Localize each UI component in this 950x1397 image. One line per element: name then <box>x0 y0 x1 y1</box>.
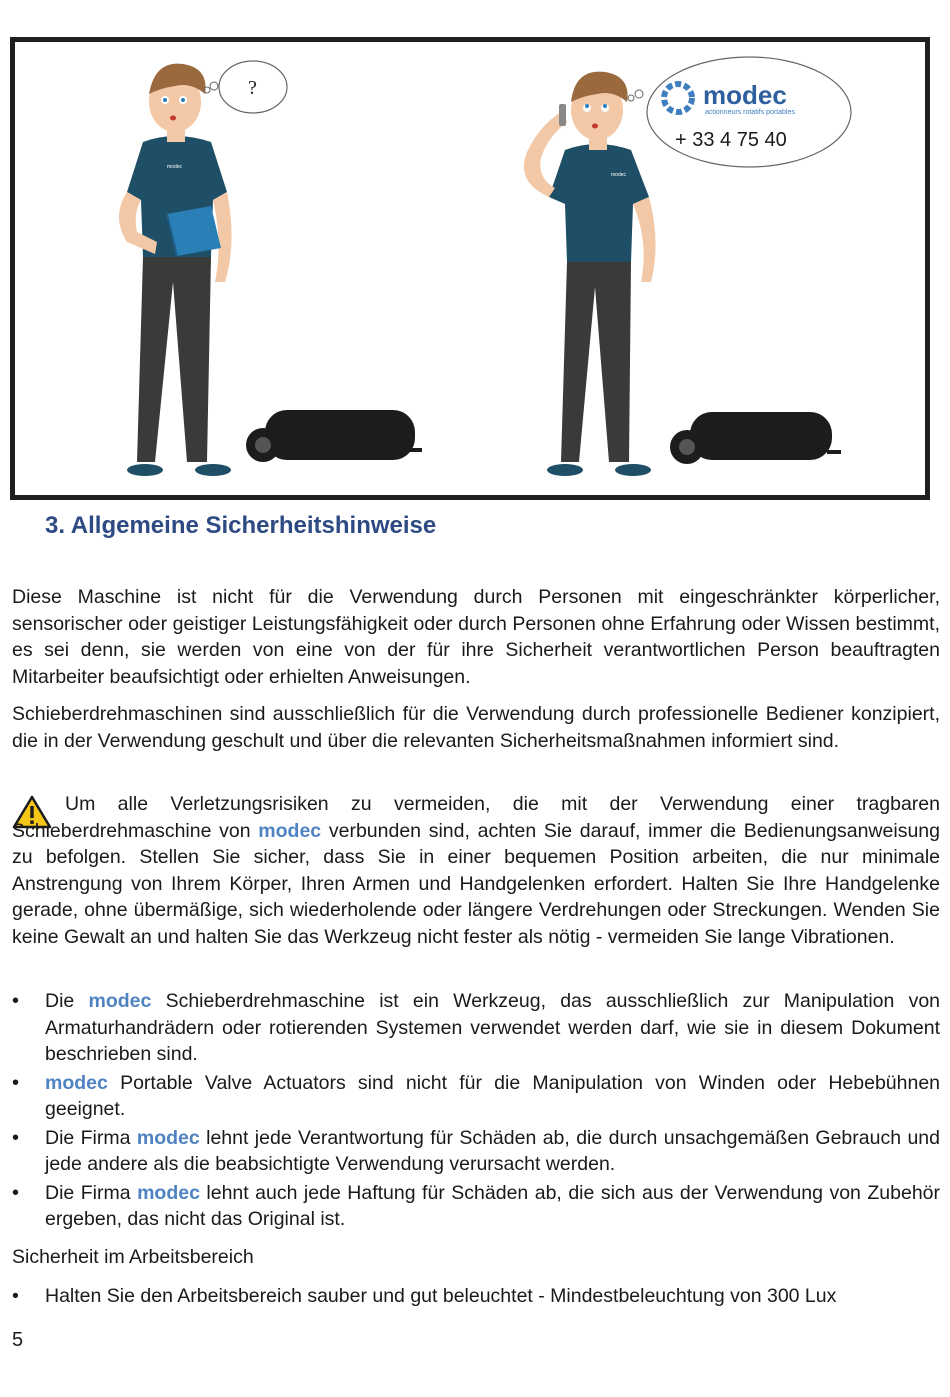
subheading-work-area: Sicherheit im Arbeitsbereich <box>12 1246 254 1268</box>
warning-text-1: Um alle Verletzungsrisiken zu vermeiden, die mit der Verwendung einer tragbaren Schieberdrehmaschine von <box>12 793 940 842</box>
logo-wordmark: modec <box>703 80 787 110</box>
list-item: • Halten Sie den Arbeitsbereich sauber und gut beleuchtet - Mindestbeleuchtung von 300 Lux <box>12 1283 940 1310</box>
list-item: • modec Portable Valve Actuators sind nicht für die Manipulation von Winden oder Hebebühnen geeignet. <box>12 1070 940 1123</box>
brand-name: modec <box>45 1071 108 1094</box>
usage-bullet-list <box>12 988 940 1235</box>
warning-paragraph <box>12 791 940 950</box>
paragraph-intended-users: Diese Maschine ist nicht für die Verwendung durch Personen mit eingeschränkter körperlicher, sensorischer oder geistiger Leistungsfähigkeit oder durch Personen ohne Erfahrung oder Wissen bestimmt, es sei denn, sie werden von eine von der für ihre Sicherheit verantwortlichen Person beauftragten Mitarbeiter beaufsichtigt oder erhielten Anweisungen. <box>12 586 940 688</box>
valve-actuator-machine <box>246 410 422 462</box>
logo-tagline: actionneurs rotatifs portables <box>705 109 795 116</box>
brand-name: modec <box>88 990 152 1012</box>
brand-name: modec <box>258 819 322 842</box>
illustration <box>15 42 925 495</box>
list-item: • Die modec Schieberdrehmaschine ist ein Werkzeug, das ausschließlich zur Manipulation von Armaturhandrädern oder rotierenden Systemen verwendet werden darf, wie sie in diesem Dokument beschrieben sind. <box>12 988 940 1068</box>
paragraph-professional-use: Schieberdrehmaschinen sind ausschließlich für die Verwendung durch professionelle Bediener konzipiert, die in der Verwendung geschult und über die relevanten Sicherheitsmaßnahmen informiert sind. <box>12 703 940 752</box>
phone-number: + 33 4 75 40 <box>675 129 787 151</box>
page-number: 5 <box>12 1329 24 1351</box>
person-reading-manual <box>119 64 232 476</box>
work-area-bullet-list <box>12 1283 940 1310</box>
valve-actuator-machine-right <box>670 412 841 464</box>
list-item: • Die Firma modec lehnt auch jede Haftung für Schäden ab, die sich aus der Verwendung von Zubehör ergeben, das nicht das Original ist. <box>12 1180 940 1233</box>
brand-name: modec <box>137 1181 200 1204</box>
person-on-phone <box>524 72 656 476</box>
illustration-frame <box>10 37 930 500</box>
thought-bubble-question <box>204 61 287 113</box>
thought-bubble-contact <box>628 57 851 167</box>
section-heading: 3. Allgemeine Sicherheitshinweise <box>45 512 437 539</box>
brand-name: modec <box>136 1126 200 1149</box>
list-item: • Die Firma modec lehnt jede Verantwortung für Schäden ab, die durch unsachgemäßen Gebrauch und jede andere als die beabsichtigte Verwendung verursacht werden. <box>12 1125 940 1178</box>
question-mark: ? <box>248 77 257 99</box>
shirt-logo-right: modec <box>611 172 627 178</box>
shirt-logo: modec <box>167 164 183 170</box>
warning-text-2: verbunden sind, achten Sie darauf, immer die Bedienungsanweisung zu befolgen. Stellen Sie sicher, dass Sie in einer bequemen Position arbeiten, die nur minimale Anstrengung von Ihrem Körper, Ihren Armen und Handgelenken erfordert. Halten Sie Ihre Handgelenke gerade, ohne übermäßige, sich wiederholende oder längere Verdrehungen oder Streckungen. Wenden Sie keine Gewalt an und halten Sie das Werkzeug nicht fester als nötig - vermeiden Sie lange Vibrationen. <box>12 819 940 948</box>
